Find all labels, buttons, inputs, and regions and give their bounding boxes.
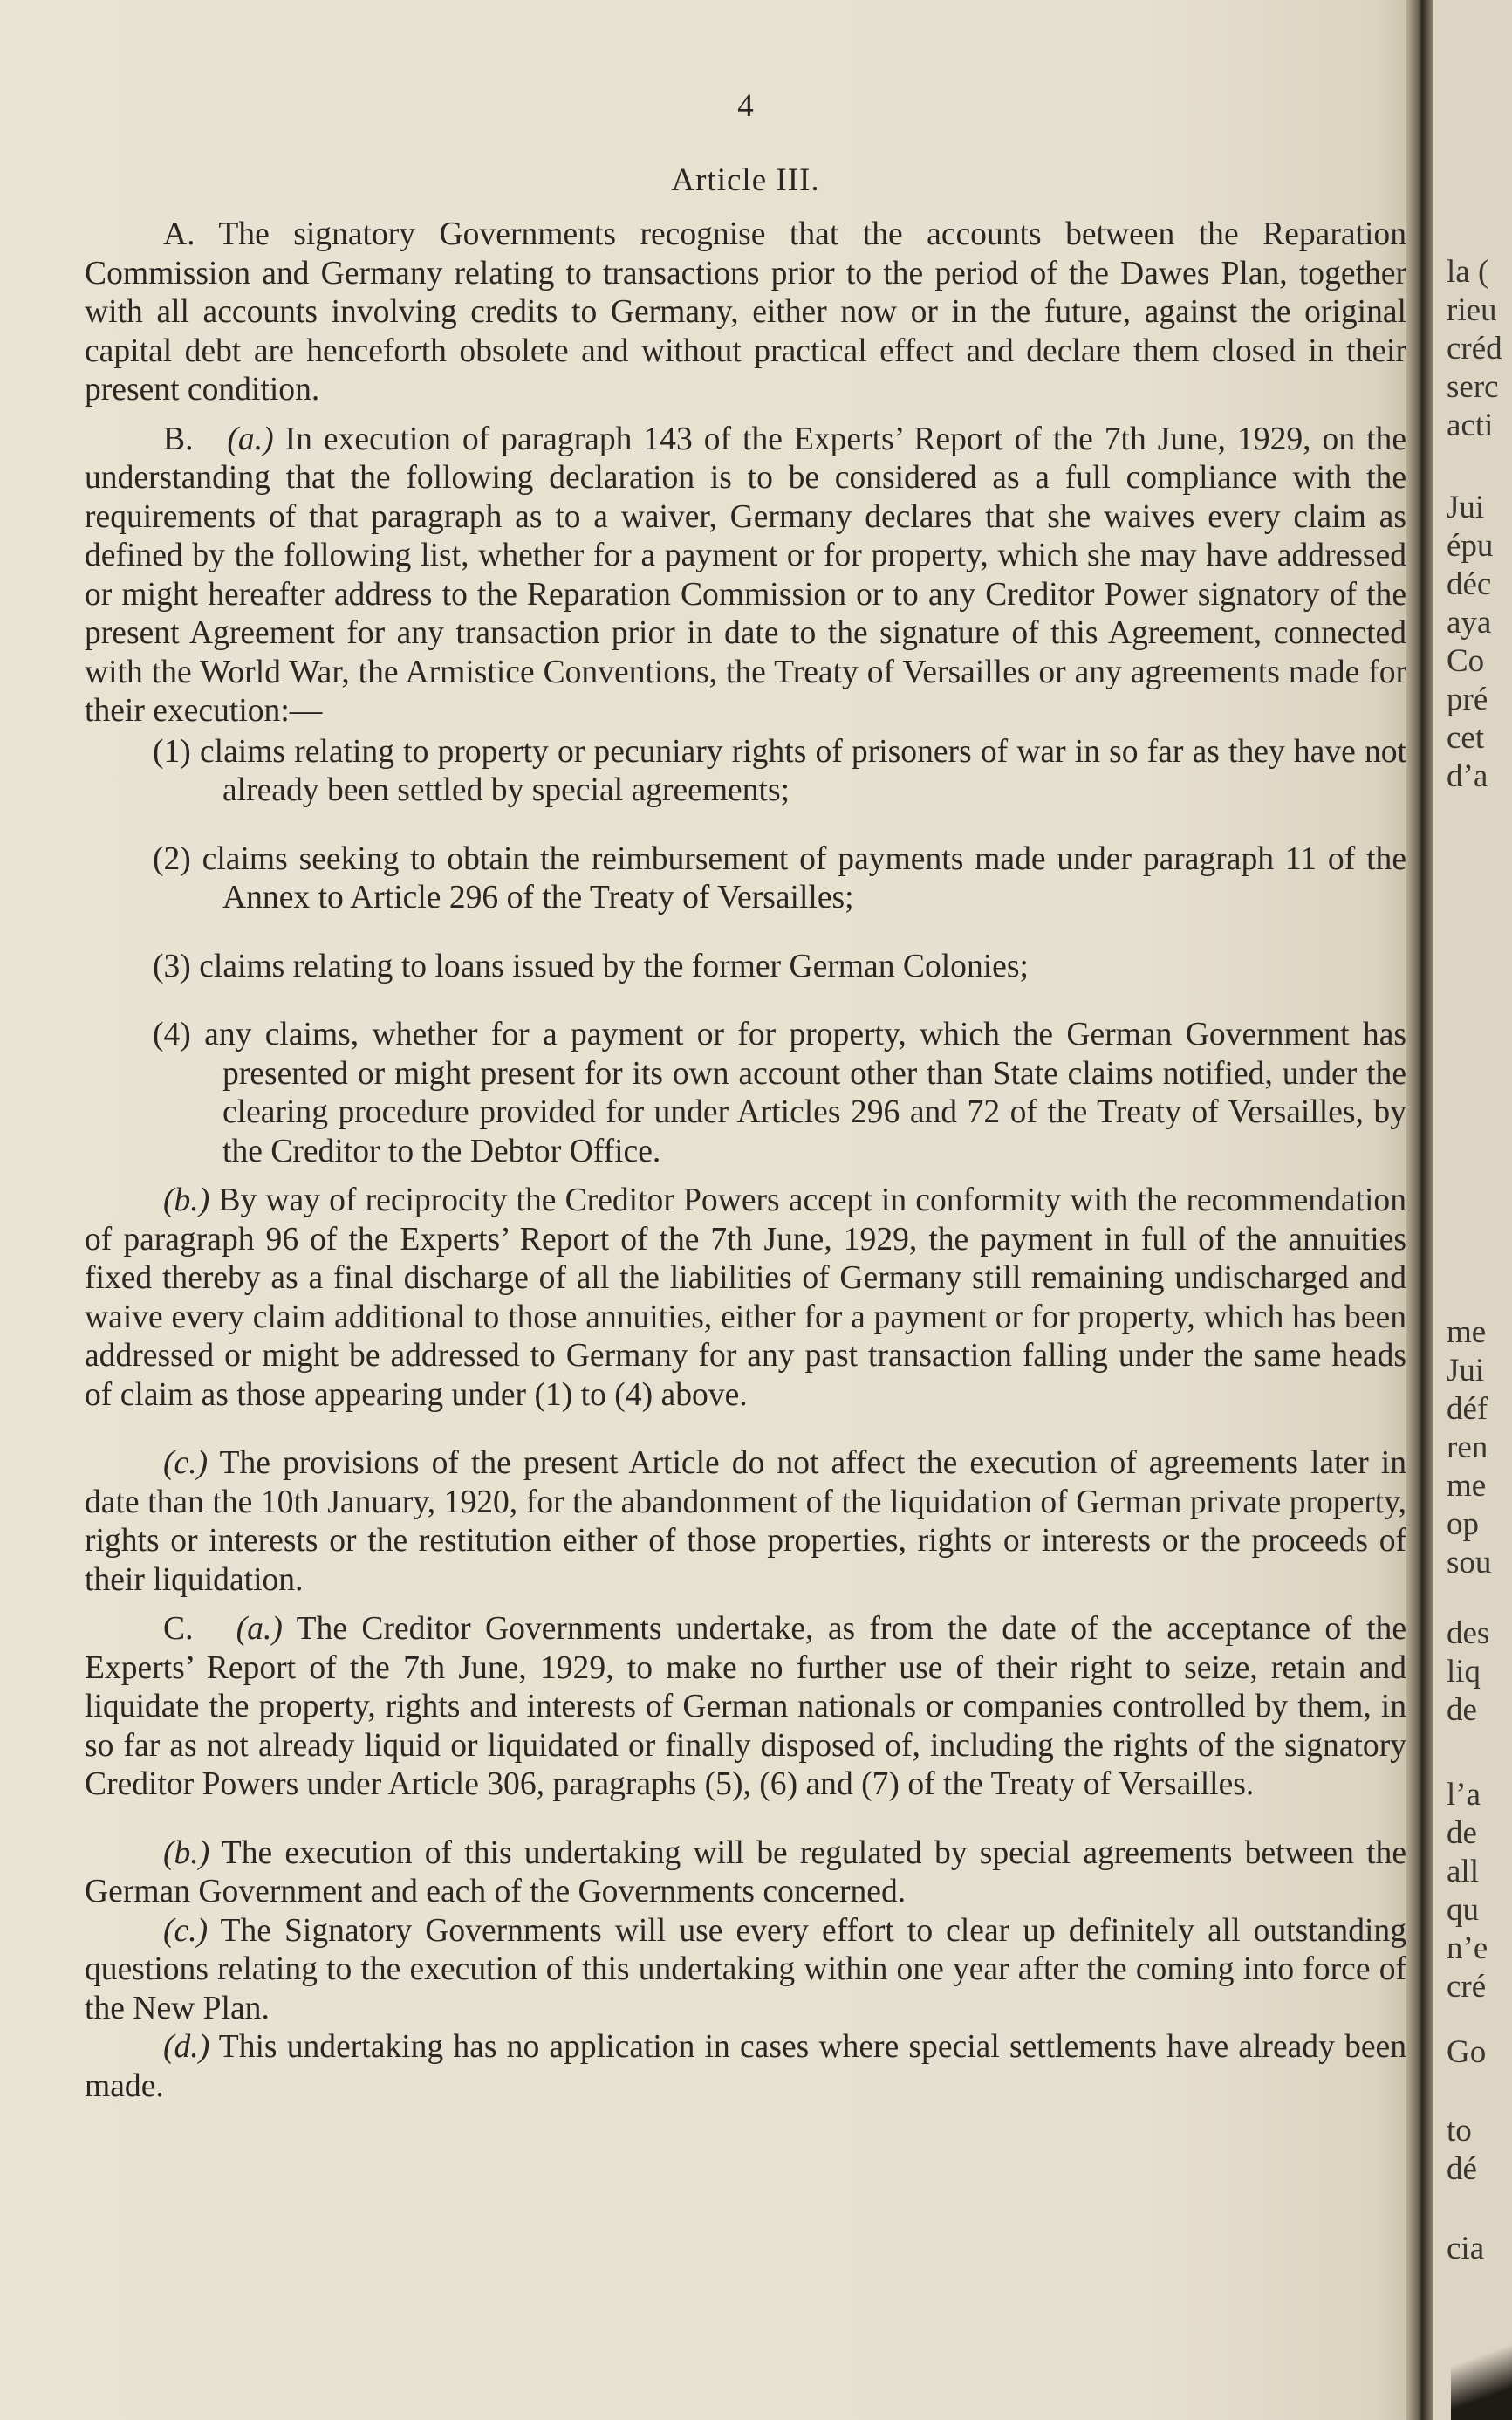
facing-page-fragment: acti [1447, 408, 1494, 443]
facing-page-fragment: Jui [1447, 1353, 1485, 1388]
facing-page-fragment: de [1447, 1815, 1477, 1851]
facing-page-fragment: déf [1447, 1391, 1488, 1427]
facing-page-fragment: Jui [1447, 490, 1485, 525]
facing-page-fragment: Go [1447, 2034, 1487, 2070]
paragraph-c-c-text: The Signatory Governments will use every effort to clear up definitely all outstanding questions relating to the execution of this undertaking within one year after the coming into force of the New Plan. [85, 1912, 1406, 2026]
paragraph-c-b-text: The execution of this undertaking will be regulated by special agreements between the German Government and each of the Governments concerned. [85, 1834, 1407, 1909]
facing-page-fragment: Co [1447, 643, 1485, 679]
book-gutter [1406, 0, 1433, 2420]
paragraph-c-a [85, 1610, 1406, 1805]
facing-page-fragment: liq [1447, 1654, 1481, 1690]
paragraph-c-c-mark: (c.) [163, 1912, 209, 1949]
paragraph-c-d-mark: (d.) [163, 2029, 210, 2065]
page-number: 4 [737, 88, 754, 124]
paragraph-c-c [85, 1912, 1406, 2029]
facing-page-fragment: déc [1447, 566, 1492, 602]
paragraph-c-d [85, 2028, 1406, 2106]
paragraph-c-d-text: This undertaking has no application in cases where special settlements have already been made. [85, 2029, 1406, 2104]
facing-page-fragment: sou [1447, 1545, 1492, 1580]
claims-list [85, 733, 1406, 1172]
page-content [85, 87, 1406, 2106]
list-item: (3) claims relating to loans issued by the former German Colonies; [153, 948, 1029, 984]
paragraph-b-b-text: By way of reciprocity the Creditor Powers accept in conformity with the recommendation of paragraph 96 of the Experts’ Report of the 7th June, 1929, the payment in full of the annuities fixed thereby as a final discharge of all the liabilities of Germany still remaining undischarged and waive every claim additional to those annuities, either for a payment or for property, which has been addressed or might be addressed to Germany for any past transaction falling under the same heads of claim as those appearing under (1) to (4) above. [85, 1183, 1406, 1413]
paragraph-c-a-text: The Creditor Governments undertake, as from the date of the acceptance of the Experts’ Report of the 7th June, 1929, to make no further use of their right to seize, retain and liquidate the property, rights and interests of German nationals or companies controlled by them, in so far as not already liquid or liquidated or finally disposed of, including the rights of the signatory Creditor Powers under Article 306, paragraphs (5), (6) and (7) of the Treaty of Versailles. [85, 1611, 1406, 1802]
facing-page-fragment: de [1447, 1692, 1477, 1728]
facing-page-fragment: d’a [1447, 758, 1488, 794]
paragraph-a: A. The signatory Governments recognise that the accounts between the Reparation Commission and Germany relating to transactions prior to the period of the Dawes Plan, together with all accounts involving credits to Germany, either now or in the future, against the original capital debt are henceforth obsolete and without practical effect and declare them closed in their present condition. [85, 216, 1406, 408]
paragraph-b-b [85, 1182, 1406, 1415]
facing-page-fragment: créd [1447, 331, 1502, 367]
facing-page-fragment: des [1447, 1615, 1490, 1651]
facing-page-fragment: all [1447, 1854, 1479, 1889]
facing-page-fragment: cré [1447, 1969, 1487, 2005]
facing-page-fragment: épu [1447, 528, 1494, 564]
facing-page-fragment: rieu [1447, 292, 1497, 328]
facing-page-fragment: ren [1447, 1429, 1488, 1465]
paragraph-b-prefix: B. [163, 421, 194, 457]
facing-page-fragment: cia [1447, 2231, 1485, 2266]
facing-page-edge [1433, 0, 1512, 2420]
paragraph-c-b-mark: (b.) [163, 1834, 210, 1871]
facing-page-fragment: pré [1447, 682, 1488, 717]
paragraph-b-a-mark: (a.) [227, 421, 274, 457]
facing-page-fragment: cet [1447, 720, 1485, 756]
facing-page-fragment: me [1447, 1314, 1487, 1350]
facing-page-fragment: to [1447, 2113, 1472, 2149]
paragraph-b-c-text: The provisions of the present Article do not affect the execution of agreements later in date than the 10th January, 1920, for the abandonment of the liquidation of German private property, rights or interests or the restitution either of those properties, rights or interests or the proceeds of their liquidation. [85, 1445, 1406, 1598]
paragraph-b-b-mark: (b.) [163, 1183, 210, 1218]
paragraph-c-b [85, 1834, 1406, 1912]
facing-page-fragment: serc [1447, 369, 1499, 405]
paragraph-b-a-text: In execution of paragraph 143 of the Experts’ Report of the 7th June, 1929, on the understanding that the following declaration is to be considered as a full compliance with the requirements of that paragraph as to a waiver, Germany declares that she waives every claim as defined by the following list, whether for a payment or for property, which she may have addressed or might hereafter address to the Reparation Commission or to any Creditor Power signatory of the present Agreement for any transaction prior in date to the signature of this Agreement, connected with the World War, the Armistice Conventions, the Treaty of Versailles or any agreements made for their execution:— [85, 421, 1406, 729]
list-item: (2) claims seeking to obtain the reimbursement of payments made under paragraph 11 of the Annex to Article 296 of the Treaty of Versailles; [153, 840, 1406, 915]
list-item: (1) claims relating to property or pecuniary rights of prisoners of war in so far as they have not already been settled by special agreements; [153, 733, 1406, 808]
article-heading: Article III. [671, 161, 820, 198]
facing-page-fragment: me [1447, 1468, 1487, 1504]
facing-page-fragment: l’a [1447, 1777, 1481, 1813]
facing-page-fragment: n’e [1447, 1930, 1488, 1966]
facing-page-fragment: la ( [1447, 254, 1489, 290]
page-corner-shadow [1451, 2315, 1512, 2420]
facing-page-fragment: op [1447, 1506, 1479, 1542]
facing-page-fragment: aya [1447, 605, 1492, 641]
list-item: (4) any claims, whether for a payment or for property, which the German Government has presented or might present for its own account other than State claims notified, under the clearing procedure provided for under Articles 296 and 72 of the Treaty of Versailles, by the Creditor to the Debtor Office. [153, 1017, 1406, 1169]
paragraph-b-c-mark: (c.) [163, 1445, 209, 1481]
paragraph-b-c [85, 1444, 1406, 1600]
paragraph-b-a [85, 421, 1406, 731]
facing-page-fragment: dé [1447, 2151, 1477, 2187]
facing-page-fragment: qu [1447, 1892, 1479, 1928]
paragraph-c-prefix: C. [163, 1611, 194, 1647]
paragraph-c-a-mark: (a.) [236, 1611, 283, 1647]
